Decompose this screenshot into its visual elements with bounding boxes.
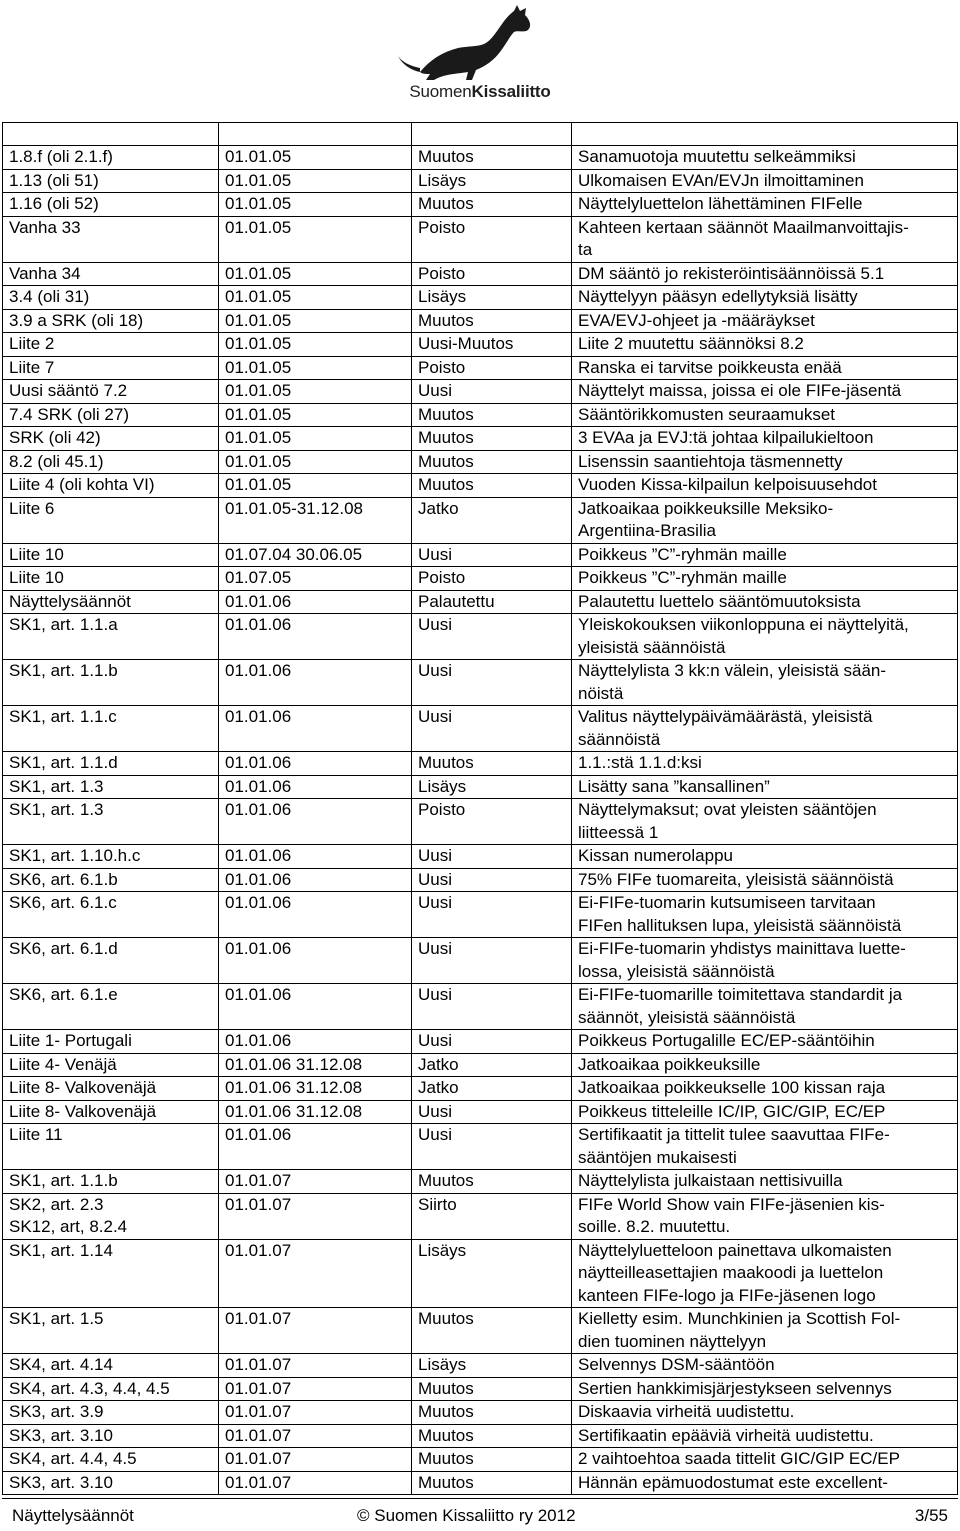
rule-cell: Liite 4 (oli kohta VI) [3, 474, 219, 498]
table-row [3, 427, 958, 451]
date-cell: 01.01.06 [219, 938, 412, 984]
table-row [3, 845, 958, 869]
date-cell: 01.01.06 [219, 799, 412, 845]
description-cell: Sääntörikkomusten seuraamukset [572, 403, 958, 427]
change-type-cell: Muutos [412, 1471, 572, 1495]
description-cell: Poikkeus titteleille IC/IP, GIC/GIP, EC/EP [572, 1100, 958, 1124]
description-cell: Näyttelyt maissa, joissa ei ole FIFe-jäsentä [572, 380, 958, 404]
table-row [3, 169, 958, 193]
date-cell: 01.01.05 [219, 216, 412, 262]
rule-cell: 1.16 (oli 52) [3, 193, 219, 217]
date-cell: 01.01.06 [219, 706, 412, 752]
rule-cell: Liite 1- Portugali [3, 1030, 219, 1054]
description-cell: Kahteen kertaan säännöt Maailmanvoittajis- ta [572, 216, 958, 262]
table-row [3, 1170, 958, 1194]
date-cell: 01.01.06 31.12.08 [219, 1100, 412, 1124]
date-cell: 01.01.07 [219, 1193, 412, 1239]
rule-cell: SK1, art. 1.3 [3, 799, 219, 845]
change-type-cell: Poisto [412, 262, 572, 286]
change-type-cell: Muutos [412, 309, 572, 333]
date-cell: 01.01.06 31.12.08 [219, 1053, 412, 1077]
date-cell: 01.01.05 [219, 146, 412, 170]
table-row [3, 775, 958, 799]
rule-cell: SK3, art. 3.10 [3, 1471, 219, 1495]
description-cell: Näyttelyluetteloon painettava ulkomaisten näytteilleasettajien maakoodi ja luettelon kanteen FIFe-logo ja FIFe-jäsenen logo [572, 1239, 958, 1308]
change-type-cell: Uusi [412, 660, 572, 706]
change-type-cell: Jatko [412, 1053, 572, 1077]
rule-cell: Liite 6 [3, 497, 219, 543]
description-cell: Sanamuotoja muutettu selkeämmiksi [572, 146, 958, 170]
rule-cell: 1.8.f (oli 2.1.f) [3, 146, 219, 170]
rule-cell: SK1, art. 1.10.h.c [3, 845, 219, 869]
change-type-cell: Uusi-Muutos [412, 333, 572, 357]
table-row [3, 1030, 958, 1054]
rule-cell: SK1, art. 1.1.c [3, 706, 219, 752]
table-row [3, 1053, 958, 1077]
description-cell: Palautettu luettelo sääntömuutoksista [572, 590, 958, 614]
rule-cell: SK1, art. 1.1.d [3, 752, 219, 776]
description-cell: Poikkeus Portugalille EC/EP-sääntöihin [572, 1030, 958, 1054]
description-cell: Liite 2 muutettu säännöksi 8.2 [572, 333, 958, 357]
logo-name-regular: Suomen [409, 82, 472, 101]
date-cell: 01.01.06 [219, 1030, 412, 1054]
description-cell: Lisenssin saantiehtoja täsmennetty [572, 450, 958, 474]
rule-cell: Liite 10 [3, 543, 219, 567]
date-cell: 01.01.06 [219, 660, 412, 706]
table-row [3, 660, 958, 706]
description-cell: Näyttelylista julkaistaan nettisivuilla [572, 1170, 958, 1194]
rule-cell: SK2, art. 2.3 SK12, art, 8.2.4 [3, 1193, 219, 1239]
change-type-cell: Lisäys [412, 286, 572, 310]
change-type-cell: Muutos [412, 1170, 572, 1194]
description-cell: Ei-FIFe-tuomarin kutsumiseen tarvitaan FIFen hallituksen lupa, yleisistä säännöistä [572, 892, 958, 938]
date-cell: 01.01.07 [219, 1354, 412, 1378]
changes-table [2, 122, 958, 1495]
footer-doc-title: Näyttelysäännöt [12, 1506, 134, 1525]
description-cell: Ranska ei tarvitse poikkeusta enää [572, 356, 958, 380]
description-cell: Diskaavia virheitä uudistettu. [572, 1401, 958, 1425]
description-cell: Hännän epämuodostumat este excellent- [572, 1471, 958, 1495]
change-type-cell: Muutos [412, 450, 572, 474]
rule-cell: SK1, art. 1.1.b [3, 660, 219, 706]
change-type-cell: Muutos [412, 752, 572, 776]
date-cell: 01.01.05 [219, 309, 412, 333]
date-cell: 01.01.06 [219, 868, 412, 892]
rule-cell: 3.4 (oli 31) [3, 286, 219, 310]
table-row [3, 262, 958, 286]
change-type-cell: Uusi [412, 868, 572, 892]
date-cell: 01.01.05 [219, 262, 412, 286]
rule-cell: Vanha 33 [3, 216, 219, 262]
table-row [3, 1124, 958, 1170]
table-row [3, 590, 958, 614]
rule-cell: SK6, art. 6.1.c [3, 892, 219, 938]
description-cell: Sertifikaatit ja tittelit tulee saavuttaa FIFe- sääntöjen mukaisesti [572, 1124, 958, 1170]
change-type-cell: Uusi [412, 614, 572, 660]
table-row [3, 1308, 958, 1354]
date-cell: 01.01.06 [219, 752, 412, 776]
table-row [3, 799, 958, 845]
change-type-cell: Jatko [412, 497, 572, 543]
date-cell: 01.01.06 [219, 590, 412, 614]
change-type-cell: Muutos [412, 1308, 572, 1354]
logo-wordmark [380, 82, 580, 102]
table-row [3, 543, 958, 567]
rule-cell: SK6, art. 6.1.e [3, 984, 219, 1030]
change-type-cell: Poisto [412, 799, 572, 845]
rule-cell: SK3, art. 3.9 [3, 1401, 219, 1425]
table-row [3, 403, 958, 427]
date-cell: 01.01.05 [219, 380, 412, 404]
description-cell: Kielletty esim. Munchkinien ja Scottish Fol- dien tuominen näyttelyyn [572, 1308, 958, 1354]
table-row [3, 1354, 958, 1378]
description-cell: Kissan numerolappu [572, 845, 958, 869]
change-type-cell: Muutos [412, 403, 572, 427]
table-row [3, 868, 958, 892]
change-type-cell: Muutos [412, 1401, 572, 1425]
change-type-cell: Muutos [412, 1377, 572, 1401]
description-cell: 2 vaihtoehtoa saada tittelit GIC/GIP EC/EP [572, 1448, 958, 1472]
change-type-cell: Siirto [412, 1193, 572, 1239]
description-cell: 75% FIFe tuomareita, yleisistä säännöistä [572, 868, 958, 892]
description-cell: Poikkeus ”C”-ryhmän maille [572, 567, 958, 591]
description-cell: Jatkoaikaa poikkeuksille Meksiko- Argentiina-Brasilia [572, 497, 958, 543]
table-row [3, 1100, 958, 1124]
change-type-cell: Uusi [412, 1124, 572, 1170]
change-type-cell: Uusi [412, 380, 572, 404]
table-row [3, 1424, 958, 1448]
change-type-cell: Muutos [412, 1448, 572, 1472]
rule-cell: SK4, art. 4.4, 4.5 [3, 1448, 219, 1472]
change-type-cell: Lisäys [412, 775, 572, 799]
table-row [3, 193, 958, 217]
date-cell: 01.01.07 [219, 1308, 412, 1354]
date-cell: 01.07.05 [219, 567, 412, 591]
rule-cell: SK1, art. 1.3 [3, 775, 219, 799]
date-cell: 01.01.05 [219, 474, 412, 498]
table-row [3, 1077, 958, 1101]
table-row [3, 286, 958, 310]
date-cell: 01.01.05 [219, 193, 412, 217]
rule-cell: SRK (oli 42) [3, 427, 219, 451]
description-cell: Valitus näyttelypäivämäärästä, yleisistä säännöistä [572, 706, 958, 752]
change-type-cell: Palautettu [412, 590, 572, 614]
date-cell: 01.01.05 [219, 427, 412, 451]
table-row [3, 450, 958, 474]
table-row [3, 1239, 958, 1308]
table-row [3, 1471, 958, 1495]
date-cell: 01.01.05 [219, 450, 412, 474]
rule-cell: 3.9 a SRK (oli 18) [3, 309, 219, 333]
date-cell: 01.01.06 [219, 845, 412, 869]
date-cell: 01.01.06 [219, 775, 412, 799]
date-cell: 01.01.07 [219, 1377, 412, 1401]
change-type-cell: Lisäys [412, 169, 572, 193]
date-cell: 01.01.07 [219, 1424, 412, 1448]
description-cell: Selvennys DSM-sääntöön [572, 1354, 958, 1378]
change-type-cell: Lisäys [412, 1354, 572, 1378]
table-row [3, 892, 958, 938]
change-type-cell: Muutos [412, 193, 572, 217]
change-type-cell: Poisto [412, 356, 572, 380]
date-cell: 01.01.07 [219, 1401, 412, 1425]
footer-copyright: © Suomen Kissaliitto ry 2012 [357, 1506, 576, 1525]
rule-cell: SK4, art. 4.3, 4.4, 4.5 [3, 1377, 219, 1401]
table-row [3, 1377, 958, 1401]
date-cell: 01.01.07 [219, 1448, 412, 1472]
change-type-cell: Muutos [412, 146, 572, 170]
rule-cell: Liite 8- Valkovenäjä [3, 1100, 219, 1124]
change-type-cell: Uusi [412, 892, 572, 938]
description-cell: Jatkoaikaa poikkeuksille [572, 1053, 958, 1077]
description-cell: 3 EVAa ja EVJ:tä johtaa kilpailukieltoon [572, 427, 958, 451]
change-type-cell: Muutos [412, 1424, 572, 1448]
description-cell: Ei-FIFe-tuomarin yhdistys mainittava luette- lossa, yleisistä säännöistä [572, 938, 958, 984]
rule-cell: SK1, art. 1.5 [3, 1308, 219, 1354]
table-row [3, 380, 958, 404]
change-type-cell: Uusi [412, 938, 572, 984]
table-row [3, 216, 958, 262]
rule-cell: SK1, art. 1.1.a [3, 614, 219, 660]
table-row [3, 752, 958, 776]
date-cell: 01.01.05 [219, 286, 412, 310]
description-cell: Lisätty sana ”kansallinen” [572, 775, 958, 799]
rule-cell: Liite 11 [3, 1124, 219, 1170]
date-cell: 01.01.07 [219, 1239, 412, 1308]
table-row [3, 356, 958, 380]
table-row [3, 146, 958, 170]
description-cell: DM sääntö jo rekisteröintisäännöissä 5.1 [572, 262, 958, 286]
description-cell: Vuoden Kissa-kilpailun kelpoisuusehdot [572, 474, 958, 498]
logo [380, 2, 580, 106]
date-cell: 01.01.05 [219, 356, 412, 380]
description-cell: Sertien hankkimisjärjestykseen selvennys [572, 1377, 958, 1401]
table-row [3, 1448, 958, 1472]
change-type-cell: Uusi [412, 1100, 572, 1124]
rule-cell: Uusi sääntö 7.2 [3, 380, 219, 404]
table-row [3, 614, 958, 660]
description-cell: Näyttelyyn pääsyn edellytyksiä lisätty [572, 286, 958, 310]
rule-cell: 8.2 (oli 45.1) [3, 450, 219, 474]
description-cell: EVA/EVJ-ohjeet ja -määräykset [572, 309, 958, 333]
page-footer [2, 1498, 958, 1529]
change-type-cell: Uusi [412, 543, 572, 567]
change-type-cell: Poisto [412, 216, 572, 262]
description-cell: Näyttelyluettelon lähettäminen FIFelle [572, 193, 958, 217]
table-row [3, 984, 958, 1030]
rule-cell: Liite 7 [3, 356, 219, 380]
rule-cell: Vanha 34 [3, 262, 219, 286]
rule-cell: Liite 2 [3, 333, 219, 357]
table-row [3, 497, 958, 543]
rule-cell: SK4, art. 4.14 [3, 1354, 219, 1378]
description-cell: Poikkeus ”C”-ryhmän maille [572, 543, 958, 567]
table-row [3, 938, 958, 984]
rule-cell: SK1, art. 1.14 [3, 1239, 219, 1308]
rule-cell: SK3, art. 3.10 [3, 1424, 219, 1448]
table-row [3, 567, 958, 591]
description-cell: 1.1.:stä 1.1.d:ksi [572, 752, 958, 776]
date-cell: 01.01.05 [219, 333, 412, 357]
rule-cell: 1.13 (oli 51) [3, 169, 219, 193]
description-cell: Sertifikaatin epääviä virheitä uudistettu. [572, 1424, 958, 1448]
date-cell: 01.01.06 [219, 614, 412, 660]
description-cell: Ei-FIFe-tuomarille toimitettava standardit ja säännöt, yleisistä säännöistä [572, 984, 958, 1030]
logo-name-bold: Kissaliitto [471, 82, 551, 101]
rule-cell: Liite 4- Venäjä [3, 1053, 219, 1077]
change-type-cell: Poisto [412, 567, 572, 591]
change-type-cell: Uusi [412, 845, 572, 869]
table-row [3, 309, 958, 333]
date-cell: 01.07.04 30.06.05 [219, 543, 412, 567]
date-cell: 01.01.07 [219, 1170, 412, 1194]
table-row [3, 1193, 958, 1239]
change-type-cell: Uusi [412, 984, 572, 1030]
rule-cell: Liite 10 [3, 567, 219, 591]
rule-cell: Näyttelysäännöt [3, 590, 219, 614]
change-type-cell: Lisäys [412, 1239, 572, 1308]
footer-page-number: 3/55 [914, 1506, 948, 1525]
rule-cell: Liite 8- Valkovenäjä [3, 1077, 219, 1101]
change-type-cell: Muutos [412, 474, 572, 498]
table-row [3, 706, 958, 752]
rule-cell: SK6, art. 6.1.d [3, 938, 219, 984]
table-row [3, 333, 958, 357]
description-cell: Näyttelymaksut; ovat yleisten sääntöjen liitteessä 1 [572, 799, 958, 845]
change-type-cell: Muutos [412, 427, 572, 451]
date-cell: 01.01.06 [219, 892, 412, 938]
table-row [3, 1401, 958, 1425]
change-type-cell: Uusi [412, 1030, 572, 1054]
table-row [3, 474, 958, 498]
rule-cell: SK6, art. 6.1.b [3, 868, 219, 892]
date-cell: 01.01.05 [219, 169, 412, 193]
rule-cell: 7.4 SRK (oli 27) [3, 403, 219, 427]
description-cell: Näyttelylista 3 kk:n välein, yleisistä sään- nöistä [572, 660, 958, 706]
date-cell: 01.01.05-31.12.08 [219, 497, 412, 543]
date-cell: 01.01.07 [219, 1471, 412, 1495]
change-type-cell: Uusi [412, 706, 572, 752]
description-cell: FIFe World Show vain FIFe-jäsenien kis- soille. 8.2. muutettu. [572, 1193, 958, 1239]
description-cell: Jatkoaikaa poikkeukselle 100 kissan raja [572, 1077, 958, 1101]
date-cell: 01.01.06 [219, 1124, 412, 1170]
description-cell: Yleiskokouksen viikonloppuna ei näyttelyitä, yleisistä säännöistä [572, 614, 958, 660]
cat-logo-icon [380, 2, 580, 84]
rule-cell: SK1, art. 1.1.b [3, 1170, 219, 1194]
change-type-cell: Jatko [412, 1077, 572, 1101]
date-cell: 01.01.06 [219, 984, 412, 1030]
description-cell: Ulkomaisen EVAn/EVJn ilmoittaminen [572, 169, 958, 193]
table-spacer-row [3, 123, 958, 146]
date-cell: 01.01.06 31.12.08 [219, 1077, 412, 1101]
date-cell: 01.01.05 [219, 403, 412, 427]
